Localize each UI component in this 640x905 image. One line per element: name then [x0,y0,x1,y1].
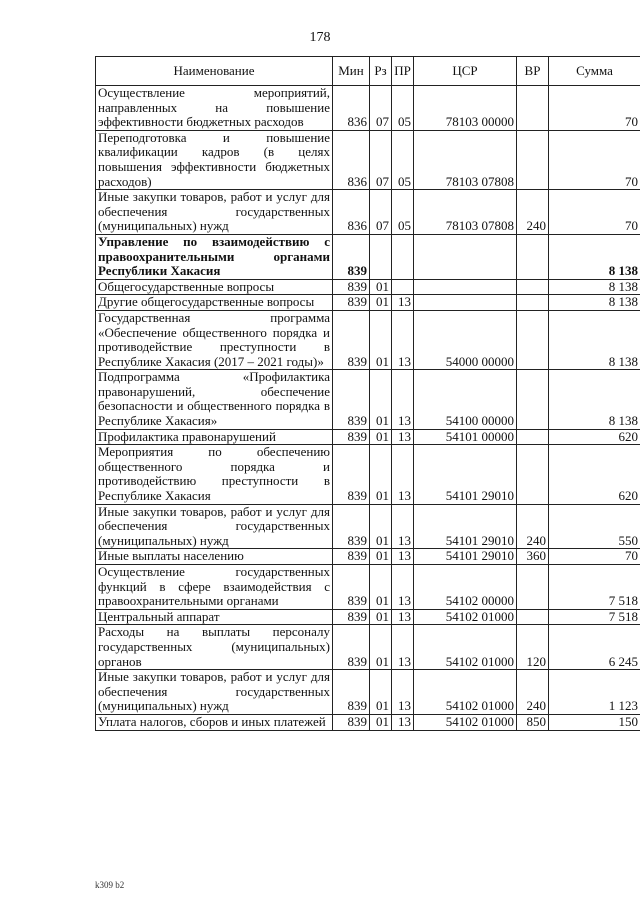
cell-min: 839 [333,310,370,369]
cell-rz: 01 [370,445,392,504]
cell-pr: 13 [392,429,414,445]
cell-sum: 1 123 [549,670,640,715]
cell-csr: 54102 01000 [414,714,517,730]
cell-pr: 13 [392,670,414,715]
cell-vr [517,445,549,504]
cell-pr: 13 [392,549,414,565]
table-row [96,190,640,235]
cell-min: 839 [333,279,370,295]
table-row [96,670,640,715]
cell-rz: 01 [370,429,392,445]
cell-csr [414,234,517,279]
cell-min: 839 [333,370,370,429]
cell-sum: 8 138 [549,310,640,369]
cell-min: 839 [333,234,370,279]
column-header-name: Наименование [96,57,333,86]
cell-sum: 70 [549,549,640,565]
cell-pr: 13 [392,370,414,429]
table-row [96,295,640,311]
cell-min: 839 [333,504,370,549]
cell-sum: 8 138 [549,234,640,279]
cell-vr [517,370,549,429]
cell-min: 839 [333,609,370,625]
cell-min: 839 [333,625,370,670]
cell-name: Управление по взаимодействию с правоохранительными органами Республики Хакасия [96,234,333,279]
cell-vr [517,565,549,610]
cell-vr: 360 [517,549,549,565]
cell-name: Подпрограмма «Профилактика правонарушений, обеспечение безопасности и общественного порядка в Республике Хакасия» [96,370,333,429]
cell-csr: 78103 07808 [414,130,517,189]
cell-csr: 54101 29010 [414,445,517,504]
column-header-vr: ВР [517,57,549,86]
table-row [96,234,640,279]
cell-pr: 13 [392,295,414,311]
cell-name: Иные закупки товаров, работ и услуг для обеспечения государственных (муниципальных) нужд [96,670,333,715]
cell-vr: 240 [517,504,549,549]
table-row [96,714,640,730]
cell-csr [414,295,517,311]
cell-pr: 13 [392,609,414,625]
cell-name: Центральный аппарат [96,609,333,625]
cell-name: Иные закупки товаров, работ и услуг для обеспечения государственных (муниципальных) нужд [96,190,333,235]
table-row [96,130,640,189]
page-number: 178 [309,30,331,45]
footer-code: k309 b2 [95,880,125,890]
cell-min: 839 [333,445,370,504]
cell-name: Профилактика правонарушений [96,429,333,445]
table-row [96,370,640,429]
cell-csr: 54102 01000 [414,625,517,670]
cell-name: Мероприятия по обеспечению общественного порядка и противодействию преступности в Республике Хакасия [96,445,333,504]
cell-rz: 01 [370,670,392,715]
table-row [96,310,640,369]
cell-rz: 01 [370,504,392,549]
table-row [96,549,640,565]
table-row [96,565,640,610]
cell-rz: 01 [370,370,392,429]
column-header-rz: Рз [370,57,392,86]
table-row [96,279,640,295]
table-row [96,504,640,549]
cell-vr [517,295,549,311]
cell-csr: 78103 07808 [414,190,517,235]
cell-csr [414,279,517,295]
cell-min: 839 [333,714,370,730]
column-header-sum: Сумма [549,57,640,86]
cell-name: Осуществление государственных функций в сфере взаимодействия с правоохранительными органами [96,565,333,610]
cell-pr: 13 [392,625,414,670]
cell-rz: 01 [370,310,392,369]
cell-pr: 13 [392,565,414,610]
cell-sum: 620 [549,429,640,445]
cell-sum: 7 518 [549,565,640,610]
cell-vr [517,429,549,445]
table-row [96,429,640,445]
cell-name: Уплата налогов, сборов и иных платежей [96,714,333,730]
cell-min: 839 [333,549,370,565]
cell-name: Иные закупки товаров, работ и услуг для обеспечения государственных (муниципальных) нужд [96,504,333,549]
cell-name: Осуществление мероприятий, направленных на повышение эффективности бюджетных расходов [96,86,333,131]
budget-table [95,56,640,731]
column-header-min: Мин [333,57,370,86]
cell-sum: 70 [549,86,640,131]
cell-min: 839 [333,429,370,445]
cell-name: Иные выплаты населению [96,549,333,565]
cell-vr [517,86,549,131]
cell-sum: 550 [549,504,640,549]
cell-name: Общегосударственные вопросы [96,279,333,295]
cell-min: 839 [333,670,370,715]
cell-rz [370,234,392,279]
cell-csr: 54102 01000 [414,609,517,625]
cell-rz: 01 [370,609,392,625]
cell-min: 836 [333,86,370,131]
cell-sum: 70 [549,190,640,235]
cell-rz: 07 [370,190,392,235]
cell-csr: 54102 00000 [414,565,517,610]
cell-pr: 05 [392,86,414,131]
cell-csr: 54101 29010 [414,549,517,565]
cell-vr [517,279,549,295]
cell-rz: 01 [370,295,392,311]
cell-vr: 240 [517,190,549,235]
cell-vr: 120 [517,625,549,670]
cell-min: 839 [333,565,370,610]
cell-rz: 01 [370,279,392,295]
cell-csr: 54000 00000 [414,310,517,369]
cell-sum: 8 138 [549,295,640,311]
cell-rz: 01 [370,714,392,730]
table-body [96,86,640,731]
table-row [96,86,640,131]
cell-pr [392,234,414,279]
cell-sum: 8 138 [549,370,640,429]
table-header-row [96,57,640,86]
cell-rz: 07 [370,130,392,189]
cell-sum: 150 [549,714,640,730]
cell-pr [392,279,414,295]
cell-pr: 13 [392,310,414,369]
cell-pr: 13 [392,714,414,730]
table-row [96,445,640,504]
cell-vr [517,234,549,279]
cell-name: Другие общегосударственные вопросы [96,295,333,311]
cell-csr: 54101 29010 [414,504,517,549]
cell-min: 836 [333,190,370,235]
cell-pr: 13 [392,504,414,549]
column-header-pr: ПР [392,57,414,86]
cell-vr [517,130,549,189]
cell-sum: 6 245 [549,625,640,670]
cell-rz: 01 [370,625,392,670]
cell-name: Переподготовка и повышение квалификации кадров (в целях повышения эффективности бюджетных расходов) [96,130,333,189]
table-row [96,625,640,670]
cell-vr: 240 [517,670,549,715]
cell-csr: 78103 00000 [414,86,517,131]
cell-rz: 01 [370,549,392,565]
table-row [96,609,640,625]
cell-pr: 05 [392,190,414,235]
cell-csr: 54101 00000 [414,429,517,445]
cell-min: 839 [333,295,370,311]
cell-vr [517,310,549,369]
cell-min: 836 [333,130,370,189]
cell-sum: 70 [549,130,640,189]
cell-name: Расходы на выплаты персоналу государственных (муниципальных) органов [96,625,333,670]
cell-sum: 7 518 [549,609,640,625]
cell-rz: 07 [370,86,392,131]
column-header-csr: ЦСР [414,57,517,86]
cell-csr: 54100 00000 [414,370,517,429]
cell-sum: 8 138 [549,279,640,295]
cell-csr: 54102 01000 [414,670,517,715]
cell-rz: 01 [370,565,392,610]
cell-pr: 13 [392,445,414,504]
cell-sum: 620 [549,445,640,504]
cell-pr: 05 [392,130,414,189]
cell-vr [517,609,549,625]
cell-vr: 850 [517,714,549,730]
cell-name: Государственная программа «Обеспечение общественного порядка и противодействие преступности в Республике Хакасия (2017 – 2021 годы)» [96,310,333,369]
